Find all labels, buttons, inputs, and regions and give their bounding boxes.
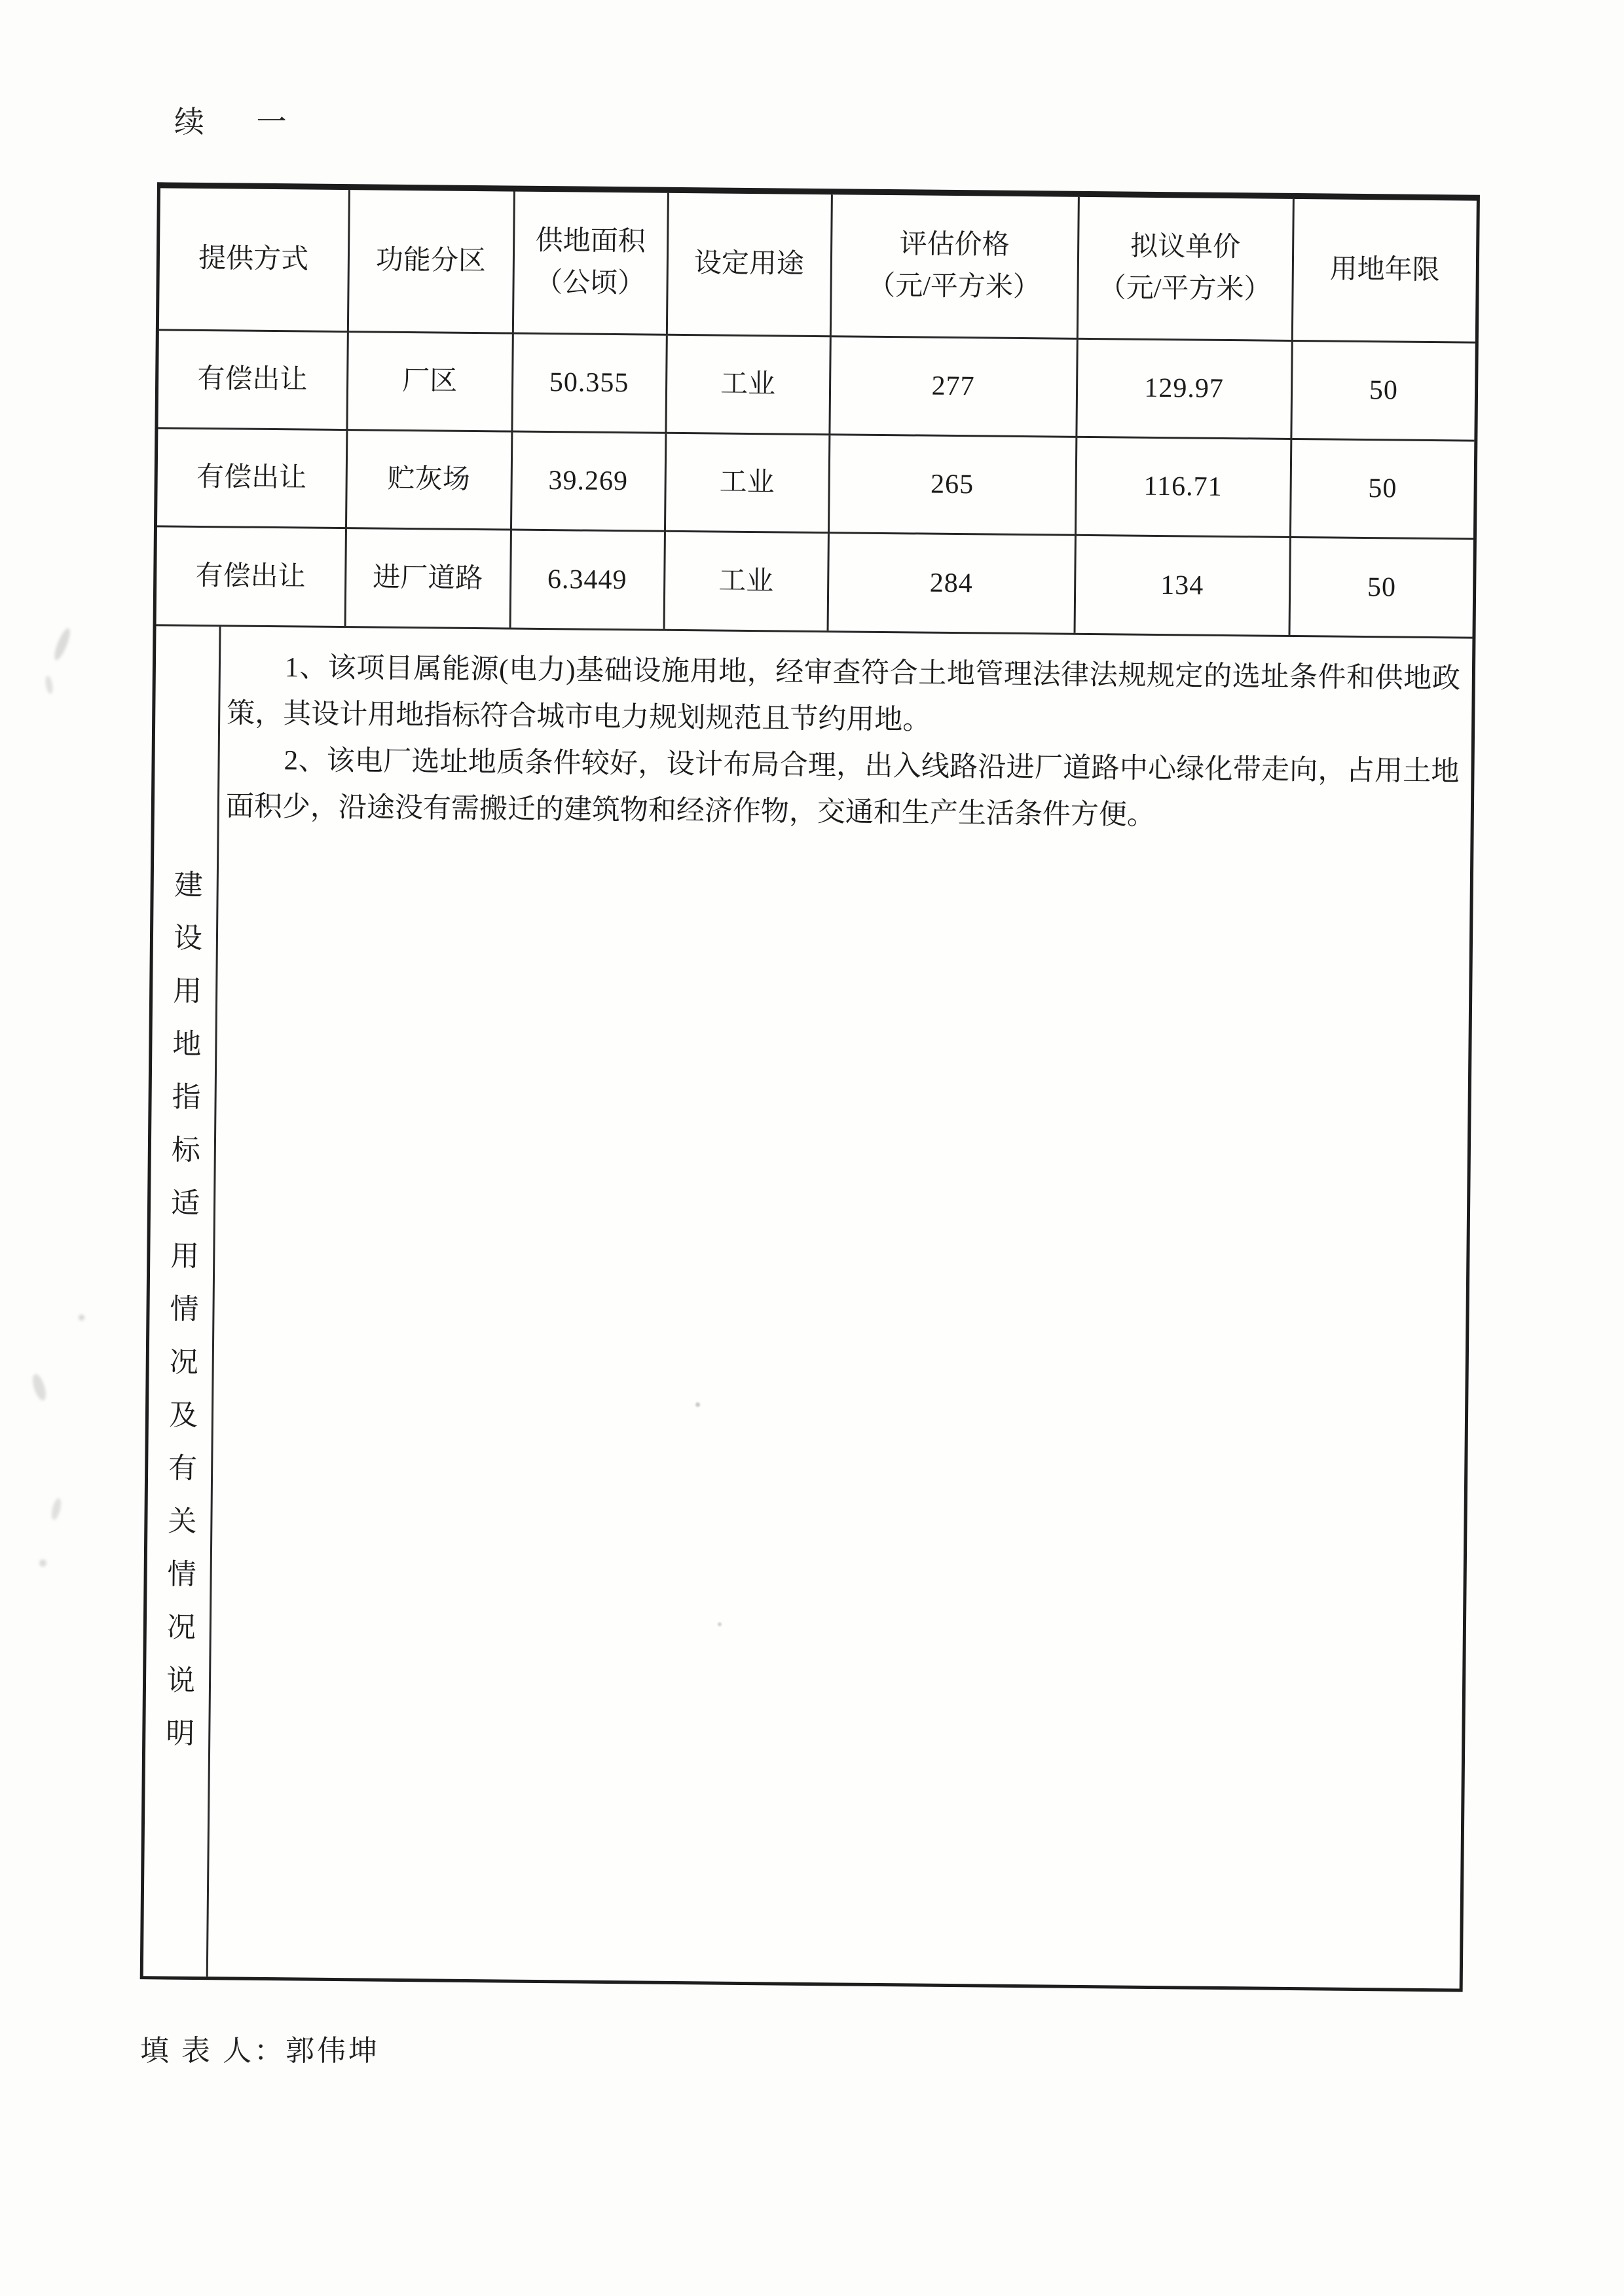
- cell-proposed-unit-price: 134: [1075, 535, 1290, 635]
- cell-function-zone: 进厂道路: [345, 528, 511, 627]
- col-header-proposed-unit-price: 拟议单价 （元/平方米）: [1077, 197, 1293, 340]
- form-filler-line: [140, 2027, 380, 2069]
- cell-assessed-price: 265: [828, 434, 1076, 535]
- col-header-land-use-term: 用地年限: [1292, 199, 1477, 342]
- cell-supply-method: 有偿出让: [157, 428, 346, 528]
- continuation-label: 续 一: [174, 105, 309, 139]
- cell-land-area: 39.269: [511, 431, 665, 531]
- notes-section: [143, 624, 1473, 1988]
- note-paragraph-1: 1、该项目属能源(电力)基础设施用地，经审查符合土地管理法律法规规定的选址条件和供地政策，其设计用地指标符合城市电力规划规范且节约用地。: [227, 652, 1461, 736]
- scan-smudge: [50, 1497, 63, 1521]
- scan-speck: [718, 1622, 722, 1626]
- land-supply-table: [140, 182, 1480, 1992]
- col-header-supply-method: 提供方式: [159, 188, 349, 331]
- scan-smudge: [39, 1559, 46, 1567]
- cell-assessed-price: 284: [828, 532, 1075, 633]
- cell-designated-use: 工业: [665, 433, 829, 532]
- land-supply-grid: [157, 188, 1477, 636]
- table-row: [157, 526, 1473, 636]
- form-filler-label: 填 表 人：: [140, 2035, 286, 2067]
- table-header-row: [159, 188, 1477, 342]
- col-header-designated-use: 设定用途: [667, 193, 832, 336]
- cell-land-area: 6.3449: [510, 530, 665, 629]
- cell-land-area: 50.355: [511, 333, 666, 433]
- cell-supply-method: 有偿出让: [157, 526, 346, 626]
- scan-smudge: [52, 627, 73, 661]
- scan-smudge: [30, 1373, 48, 1402]
- cell-land-use-term: 50: [1289, 537, 1473, 637]
- table-row: [158, 329, 1475, 440]
- cell-land-use-term: 50: [1291, 340, 1475, 441]
- col-header-assessed-price: 评估价格 （元/平方米）: [830, 194, 1079, 338]
- cell-designated-use: 工业: [665, 335, 830, 434]
- cell-proposed-unit-price: 116.71: [1075, 437, 1291, 537]
- scan-speck: [695, 1402, 700, 1407]
- note-paragraph-2: 2、该电厂选址地质条件较好，设计布局合理，出入线路沿进厂道路中心绿化带走向，占用土地面积少，沿途没有需搬迁的建筑物和经济作物，交通和生产生活条件方便。: [225, 745, 1460, 831]
- col-header-function-zone: 功能分区: [348, 190, 514, 333]
- scan-smudge: [79, 1315, 84, 1321]
- cell-supply-method: 有偿出让: [158, 329, 347, 429]
- notes-section-label: 建设用地指标适用情况及有关情况说明: [160, 869, 202, 1771]
- scan-smudge: [45, 675, 54, 694]
- cell-function-zone: 厂区: [346, 331, 512, 431]
- cell-proposed-unit-price: 129.97: [1076, 338, 1291, 439]
- cell-assessed-price: 277: [829, 336, 1077, 437]
- notes-content: [208, 627, 1473, 1988]
- cell-designated-use: 工业: [664, 531, 828, 630]
- cell-function-zone: 贮灰场: [346, 429, 511, 529]
- cell-land-use-term: 50: [1290, 439, 1474, 539]
- form-filler-name: 郭伟坤: [286, 2035, 380, 2067]
- col-header-land-area: 供地面积 （公顷）: [513, 192, 668, 335]
- table-row: [157, 428, 1474, 538]
